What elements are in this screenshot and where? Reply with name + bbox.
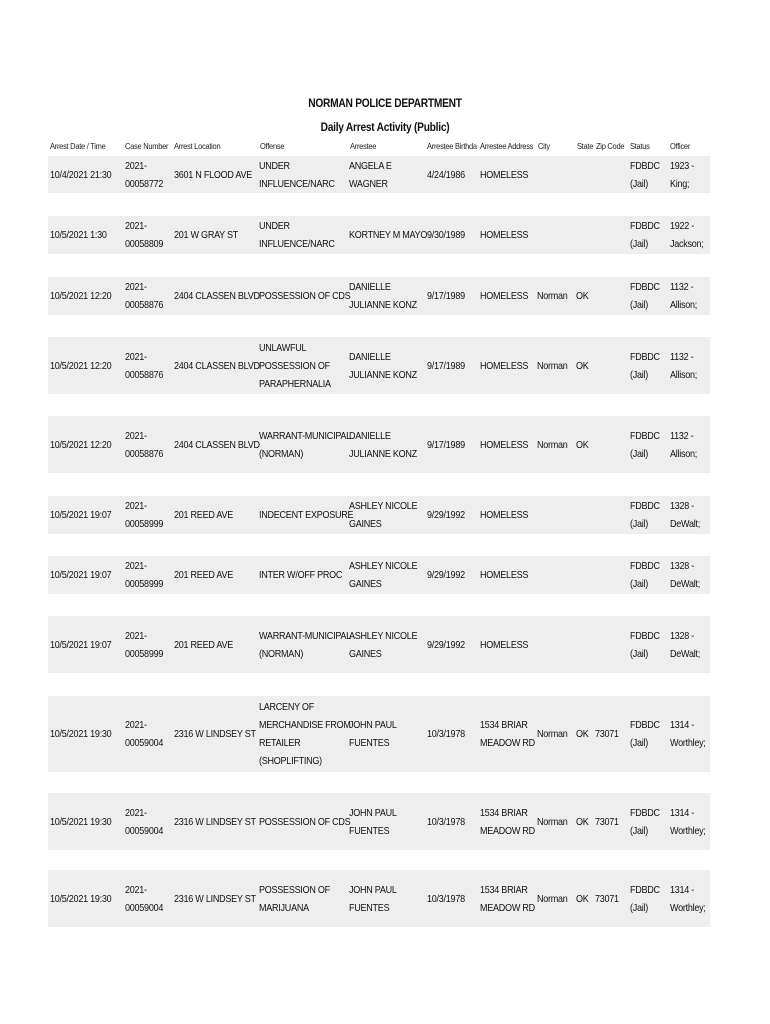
cell-location <box>174 616 233 673</box>
cell-line: 10/5/2021 19:07 <box>50 509 112 521</box>
cell-line: ASHLEY NICOLE <box>349 500 418 512</box>
cell-date <box>50 496 111 534</box>
cell-birth <box>427 870 465 927</box>
cell-line: Jackson; <box>670 238 704 250</box>
cell-line: 10/5/2021 19:07 <box>50 569 112 581</box>
cell-line: 2021- <box>125 281 147 293</box>
col-header-date: Arrest Date / Time <box>50 141 106 151</box>
cell-location <box>174 156 252 193</box>
cell-line: 10/3/1978 <box>427 728 465 740</box>
cell-case <box>125 793 163 850</box>
cell-line: HOMELESS <box>480 569 529 581</box>
cell-line: 9/17/1989 <box>427 359 465 372</box>
cell-case <box>125 696 163 772</box>
cell-line: 1534 BRIAR <box>480 806 528 819</box>
cell-line: (Jail) <box>630 238 649 250</box>
cell-line: 9/29/1992 <box>427 509 465 521</box>
cell-line: POSSESSION OF CDS <box>259 290 351 302</box>
cell-line: FDBDC <box>630 883 660 896</box>
cell-arrestee <box>349 337 417 394</box>
cell-line: 00058876 <box>125 368 164 381</box>
cell-city <box>537 696 568 772</box>
cell-city <box>537 337 568 394</box>
cell-line: 00059004 <box>125 737 164 749</box>
cell-date <box>50 216 107 254</box>
cell-line: JOHN PAUL <box>349 806 397 819</box>
cell-line: 1328 - <box>670 560 695 572</box>
cell-line: FDBDC <box>630 629 660 642</box>
cell-line: 00058809 <box>125 238 164 250</box>
cell-case <box>125 277 163 315</box>
cell-line: Norman <box>537 438 568 451</box>
cell-status <box>630 277 660 315</box>
report-title: Daily Arrest Activity (Public) <box>320 120 450 134</box>
cell-line: POSSESSION OF <box>259 883 330 896</box>
cell-line: 73071 <box>595 892 619 905</box>
cell-line: Worthley; <box>670 824 706 837</box>
cell-arrestee <box>349 616 417 673</box>
cell-offense <box>259 277 350 315</box>
cell-line: HOMELESS <box>480 168 529 181</box>
col-header-birth: Arrestee Birthda <box>427 141 477 151</box>
cell-address <box>480 277 528 315</box>
cell-arrestee <box>349 277 417 315</box>
cell-line: 9/30/1989 <box>427 229 465 241</box>
cell-line: 1328 - <box>670 629 695 642</box>
cell-line: HOMELESS <box>480 638 529 651</box>
cell-line: 3601 N FLOOD AVE <box>174 168 253 181</box>
cell-line: 201 REED AVE <box>174 638 233 651</box>
cell-line: Norman <box>537 815 568 828</box>
cell-line: KORTNEY M MAYO <box>349 229 428 241</box>
cell-line: FDBDC <box>630 719 660 731</box>
cell-arrestee <box>349 793 397 850</box>
cell-address <box>480 696 535 772</box>
cell-state <box>576 337 589 394</box>
cell-line: 2021- <box>125 629 147 642</box>
cell-offense <box>259 616 351 673</box>
cell-birth <box>427 337 465 394</box>
cell-line: POSSESSION OF <box>259 359 330 372</box>
cell-line: Allison; <box>670 299 698 311</box>
cell-line: (SHOPLIFTING) <box>259 755 322 767</box>
cell-arrestee <box>349 556 417 594</box>
cell-line: 2021- <box>125 159 147 172</box>
cell-officer <box>670 870 706 927</box>
cell-birth <box>427 156 465 193</box>
cell-address <box>480 496 528 534</box>
cell-line: 10/5/2021 19:30 <box>50 892 112 905</box>
cell-status <box>630 696 660 772</box>
cell-line: HOMELESS <box>480 438 529 451</box>
cell-date <box>50 793 111 850</box>
cell-zip <box>595 870 619 927</box>
cell-line: UNDER <box>259 159 290 172</box>
cell-line: JULIANNE KONZ <box>349 447 417 460</box>
cell-birth <box>427 416 465 473</box>
cell-line: GAINES <box>349 518 382 530</box>
cell-line: MEADOW RD <box>480 737 535 749</box>
cell-line: FDBDC <box>630 159 660 172</box>
cell-status <box>630 416 660 473</box>
cell-location <box>174 870 256 927</box>
cell-location <box>174 496 233 534</box>
cell-line: (Jail) <box>630 647 649 660</box>
cell-line: 10/4/2021 21:30 <box>50 168 112 181</box>
cell-line: JOHN PAUL <box>349 719 397 731</box>
cell-line: LARCENY OF <box>259 701 314 713</box>
cell-line: 2021- <box>125 883 147 896</box>
cell-address <box>480 416 528 473</box>
cell-line: HOMELESS <box>480 229 529 241</box>
cell-case <box>125 416 163 473</box>
cell-offense <box>259 870 330 927</box>
cell-line: 2404 CLASSEN BLVD <box>174 438 260 451</box>
cell-line: 00058772 <box>125 177 164 190</box>
cell-officer <box>670 277 697 315</box>
cell-status <box>630 793 660 850</box>
col-header-location: Arrest Location <box>174 141 221 151</box>
col-header-officer: Officer <box>670 141 691 151</box>
cell-offense <box>259 216 335 254</box>
cell-line: 10/5/2021 12:20 <box>50 438 112 451</box>
cell-offense <box>259 337 331 394</box>
cell-line: 00058999 <box>125 518 164 530</box>
cell-line: 73071 <box>595 815 619 828</box>
cell-line: DANIELLE <box>349 350 391 363</box>
cell-arrestee <box>349 216 427 254</box>
cell-line: WAGNER <box>349 177 388 190</box>
cell-line: 201 REED AVE <box>174 509 233 521</box>
cell-line: DeWalt; <box>670 518 700 530</box>
cell-line: OK <box>576 892 589 905</box>
cell-line: 2404 CLASSEN BLVD <box>174 359 260 372</box>
cell-line: 4/24/1986 <box>427 168 465 181</box>
cell-line: MEADOW RD <box>480 824 535 837</box>
col-header-offense: Offense <box>260 141 285 151</box>
cell-state <box>576 696 589 772</box>
cell-line: 1132 - <box>670 429 694 442</box>
col-header-address: Arrestee Address <box>480 141 534 151</box>
cell-line: Worthley; <box>670 901 706 914</box>
cell-arrestee <box>349 496 417 534</box>
cell-birth <box>427 496 465 534</box>
cell-line: 10/3/1978 <box>427 815 465 828</box>
cell-line: ASHLEY NICOLE <box>349 629 418 642</box>
cell-line: FUENTES <box>349 901 390 914</box>
cell-status <box>630 156 660 193</box>
cell-line: 10/5/2021 12:20 <box>50 290 112 302</box>
cell-case <box>125 616 163 673</box>
cell-line: Norman <box>537 728 568 740</box>
cell-line: Norman <box>537 290 568 302</box>
cell-offense <box>259 696 351 772</box>
col-header-arrestee: Arrestee <box>350 141 377 151</box>
cell-date <box>50 616 111 673</box>
cell-line: 00058999 <box>125 578 164 590</box>
cell-birth <box>427 277 465 315</box>
cell-line: 2021- <box>125 806 147 819</box>
cell-birth <box>427 556 465 594</box>
cell-line: 1534 BRIAR <box>480 719 528 731</box>
cell-line: (Jail) <box>630 901 649 914</box>
cell-birth <box>427 793 465 850</box>
cell-address <box>480 337 528 394</box>
cell-birth <box>427 696 465 772</box>
cell-line: 1132 - <box>670 350 694 363</box>
cell-line: Allison; <box>670 447 698 460</box>
cell-line: King; <box>670 177 690 190</box>
cell-line: 1314 - <box>670 719 695 731</box>
cell-line: 1534 BRIAR <box>480 883 528 896</box>
cell-line: FDBDC <box>630 281 660 293</box>
cell-offense <box>259 416 351 473</box>
cell-line: INFLUENCE/NARC <box>259 177 335 190</box>
cell-date <box>50 156 111 193</box>
cell-line: Allison; <box>670 368 698 381</box>
cell-line: PARAPHERNALIA <box>259 377 331 390</box>
col-header-city: City <box>538 141 550 151</box>
cell-line: 9/17/1989 <box>427 438 465 451</box>
cell-line: 9/29/1992 <box>427 569 465 581</box>
cell-line: 73071 <box>595 728 619 740</box>
cell-zip <box>595 696 619 772</box>
col-header-status: Status <box>630 141 650 151</box>
cell-line: DeWalt; <box>670 647 700 660</box>
cell-line: OK <box>576 438 589 451</box>
cell-line: (Jail) <box>630 447 649 460</box>
cell-city <box>537 793 568 850</box>
cell-location <box>174 696 256 772</box>
cell-line: 2021- <box>125 560 147 572</box>
cell-line: 1328 - <box>670 500 695 512</box>
cell-line: 1922 - <box>670 220 695 232</box>
cell-status <box>630 216 660 254</box>
cell-line: OK <box>576 815 589 828</box>
cell-line: 201 REED AVE <box>174 569 233 581</box>
col-header-zip: Zip Code <box>596 141 625 151</box>
cell-line: 10/5/2021 1:30 <box>50 229 107 241</box>
cell-line: (Jail) <box>630 368 649 381</box>
cell-date <box>50 416 111 473</box>
cell-line: DeWalt; <box>670 578 700 590</box>
cell-officer <box>670 616 700 673</box>
cell-line: ANGELA E <box>349 159 392 172</box>
cell-line: RETAILER <box>259 737 301 749</box>
cell-case <box>125 496 163 534</box>
cell-address <box>480 870 535 927</box>
cell-line: GAINES <box>349 647 382 660</box>
cell-case <box>125 870 163 927</box>
cell-date <box>50 870 111 927</box>
cell-line: OK <box>576 359 589 372</box>
cell-line: 00058876 <box>125 447 164 460</box>
cell-birth <box>427 616 465 673</box>
cell-location <box>174 556 233 594</box>
cell-line: 1923 - <box>670 159 695 172</box>
cell-case <box>125 556 163 594</box>
cell-address <box>480 156 528 193</box>
cell-line: 9/17/1989 <box>427 290 465 302</box>
cell-line: 10/5/2021 19:07 <box>50 638 112 651</box>
cell-line: GAINES <box>349 578 382 590</box>
cell-arrestee <box>349 870 397 927</box>
cell-case <box>125 156 163 193</box>
cell-line: (NORMAN) <box>259 447 304 460</box>
cell-line: (Jail) <box>630 177 649 190</box>
cell-line: MERCHANDISE FROM <box>259 719 351 731</box>
cell-birth <box>427 216 465 254</box>
cell-line: FUENTES <box>349 737 390 749</box>
cell-line: 2316 W LINDSEY ST <box>174 728 256 740</box>
cell-line: (Jail) <box>630 578 649 590</box>
cell-line: FUENTES <box>349 824 390 837</box>
cell-offense <box>259 556 342 594</box>
cell-officer <box>670 416 697 473</box>
cell-line: 00059004 <box>125 824 164 837</box>
cell-zip <box>595 793 619 850</box>
cell-line: INDECENT EXPOSURE <box>259 509 354 521</box>
cell-state <box>576 277 589 315</box>
cell-line: (Jail) <box>630 824 649 837</box>
cell-offense <box>259 156 335 193</box>
cell-line: 2316 W LINDSEY ST <box>174 892 256 905</box>
cell-line: (NORMAN) <box>259 647 304 660</box>
cell-line: HOMELESS <box>480 509 529 521</box>
cell-line: HOMELESS <box>480 290 529 302</box>
cell-location <box>174 793 256 850</box>
cell-officer <box>670 337 697 394</box>
cell-line: (Jail) <box>630 737 649 749</box>
cell-city <box>537 277 568 315</box>
cell-line: HOMELESS <box>480 359 529 372</box>
cell-address <box>480 216 528 254</box>
cell-line: ASHLEY NICOLE <box>349 560 418 572</box>
cell-status <box>630 337 660 394</box>
cell-address <box>480 556 528 594</box>
col-header-case: Case Number <box>125 141 169 151</box>
cell-line: (Jail) <box>630 518 649 530</box>
cell-officer <box>670 793 706 850</box>
cell-officer <box>670 696 706 772</box>
cell-arrestee <box>349 156 392 193</box>
cell-state <box>576 793 589 850</box>
cell-line: WARRANT-MUNICIPAL <box>259 629 351 642</box>
cell-date <box>50 277 111 315</box>
cell-line: 10/5/2021 19:30 <box>50 728 112 740</box>
cell-line: (Jail) <box>630 299 649 311</box>
cell-location <box>174 416 260 473</box>
cell-line: MARIJUANA <box>259 901 309 914</box>
cell-line: MEADOW RD <box>480 901 535 914</box>
cell-line: Worthley; <box>670 737 706 749</box>
cell-line: 2021- <box>125 350 147 363</box>
cell-officer <box>670 216 704 254</box>
cell-line: UNDER <box>259 220 290 232</box>
cell-line: FDBDC <box>630 429 660 442</box>
cell-line: OK <box>576 728 589 740</box>
cell-line: INTER W/OFF PROC <box>259 569 343 581</box>
cell-address <box>480 793 535 850</box>
cell-status <box>630 556 660 594</box>
cell-line: 1132 - <box>670 281 694 293</box>
cell-location <box>174 337 260 394</box>
cell-officer <box>670 556 700 594</box>
cell-line: WARRANT-MUNICIPAL <box>259 429 351 442</box>
cell-line: 201 W GRAY ST <box>174 229 239 241</box>
col-header-state: State <box>577 141 594 151</box>
cell-line: FDBDC <box>630 500 660 512</box>
cell-state <box>576 870 589 927</box>
cell-status <box>630 870 660 927</box>
cell-address <box>480 616 528 673</box>
cell-line: JULIANNE KONZ <box>349 368 417 381</box>
cell-line: 10/5/2021 19:30 <box>50 815 112 828</box>
cell-line: 2021- <box>125 429 147 442</box>
cell-line: 9/29/1992 <box>427 638 465 651</box>
cell-line: JULIANNE KONZ <box>349 299 417 311</box>
cell-case <box>125 337 163 394</box>
cell-offense <box>259 496 353 534</box>
cell-line: 00058999 <box>125 647 164 660</box>
cell-officer <box>670 156 694 193</box>
cell-city <box>537 870 568 927</box>
cell-arrestee <box>349 416 417 473</box>
cell-line: 2404 CLASSEN BLVD <box>174 290 260 302</box>
cell-location <box>174 216 238 254</box>
cell-line: 2021- <box>125 220 147 232</box>
cell-city <box>537 416 568 473</box>
cell-location <box>174 277 260 315</box>
cell-line: POSSESSION OF CDS <box>259 815 351 828</box>
cell-line: DANIELLE <box>349 429 391 442</box>
cell-line: INFLUENCE/NARC <box>259 238 335 250</box>
cell-line: 2021- <box>125 719 147 731</box>
cell-line: 2021- <box>125 500 147 512</box>
cell-line: 10/5/2021 12:20 <box>50 359 112 372</box>
cell-date <box>50 556 111 594</box>
cell-line: 1314 - <box>670 806 695 819</box>
cell-line: Norman <box>537 359 568 372</box>
cell-line: Norman <box>537 892 568 905</box>
cell-line: JOHN PAUL <box>349 883 397 896</box>
cell-line: FDBDC <box>630 560 660 572</box>
cell-line: 00059004 <box>125 901 164 914</box>
cell-line: FDBDC <box>630 350 660 363</box>
cell-line: OK <box>576 290 589 302</box>
cell-offense <box>259 793 350 850</box>
cell-line: 00058876 <box>125 299 164 311</box>
cell-line: FDBDC <box>630 220 660 232</box>
cell-line: DANIELLE <box>349 281 391 293</box>
cell-line: 10/3/1978 <box>427 892 465 905</box>
cell-officer <box>670 496 700 534</box>
department-title: NORMAN POLICE DEPARTMENT <box>308 96 462 110</box>
cell-status <box>630 616 660 673</box>
cell-line: FDBDC <box>630 806 660 819</box>
cell-line: UNLAWFUL <box>259 341 307 354</box>
cell-date <box>50 696 111 772</box>
cell-case <box>125 216 163 254</box>
cell-line: 1314 - <box>670 883 695 896</box>
cell-line: 2316 W LINDSEY ST <box>174 815 256 828</box>
cell-state <box>576 416 589 473</box>
cell-status <box>630 496 660 534</box>
cell-date <box>50 337 111 394</box>
cell-arrestee <box>349 696 397 772</box>
